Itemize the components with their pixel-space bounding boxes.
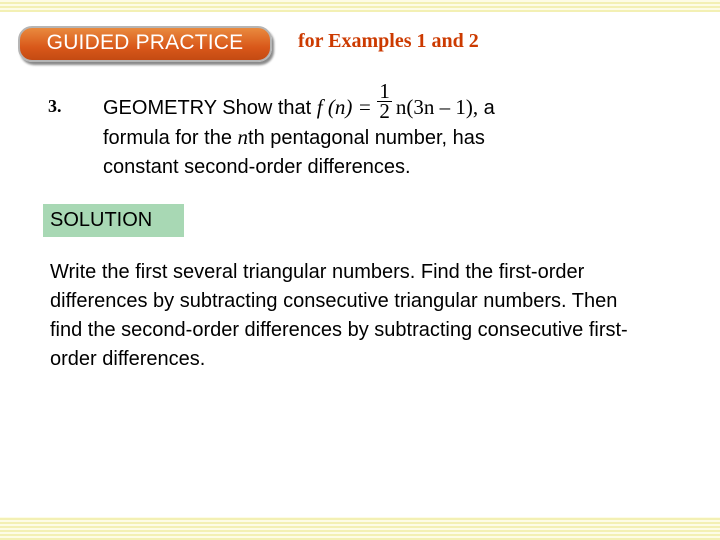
- function-notation: f (n) =: [316, 95, 372, 119]
- solution-text: Write the first several triangular numbers. Find the first-order differences by subtracting consecutive triangular numbers. Then find the second-order differences by subtracting consecutive first-order differences.: [50, 261, 628, 370]
- solution-label: SOLUTION: [50, 209, 153, 231]
- bottom-decorative-stripe: [0, 517, 720, 540]
- guided-practice-label: GUIDED PRACTICE: [46, 31, 244, 54]
- exercise-number: 3.: [48, 96, 62, 116]
- problem-lead-tail: a: [478, 97, 495, 119]
- problem-statement: [103, 79, 663, 182]
- italic-n: n: [237, 125, 249, 150]
- solution-label-box: [43, 204, 184, 237]
- problem-line-2-start: formula for the: [103, 127, 238, 150]
- top-decorative-stripe: [0, 0, 720, 12]
- guided-practice-badge: [18, 26, 272, 62]
- examples-reference: for Examples 1 and 2: [298, 30, 479, 52]
- problem-lead: GEOMETRY Show that: [103, 97, 317, 119]
- problem-line-2: [103, 123, 663, 153]
- problem-line-3: constant second-order differences.: [103, 156, 411, 179]
- fraction-numerator: 1: [379, 79, 390, 104]
- fraction-denominator: 2: [379, 99, 390, 124]
- problem-line-1: [103, 79, 663, 124]
- formula-expression: n(3n – 1),: [395, 95, 479, 119]
- fraction-one-half: [377, 79, 392, 124]
- problem-line-2-end: th pentagonal number, has: [248, 127, 485, 150]
